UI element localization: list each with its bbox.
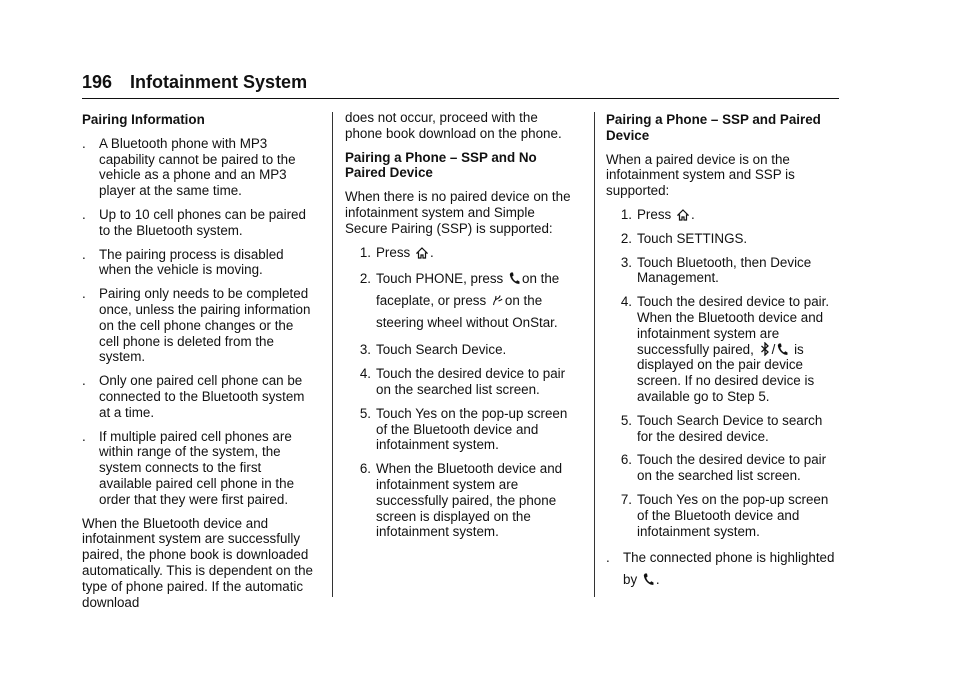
- paragraph-continued: does not occur, proceed with the phone book download on the phone.: [345, 110, 562, 141]
- column-3: [606, 110, 838, 599]
- section-title: Infotainment System: [130, 72, 308, 92]
- page-header: [82, 72, 838, 93]
- list-item: . The connected phone is highlighted by .: [606, 547, 838, 591]
- step-item: 3. Touch Search Device.: [359, 342, 507, 358]
- step-item: 1. Press .: [359, 244, 434, 260]
- step-item: 5. Touch Yes on the pop-up screen of the Bluetooth device and infotainment system.: [359, 405, 568, 453]
- list-item: . If multiple paired cell phones are within range of the system, the system connects to the first available paired cell phone in the order that they were first paired.: [82, 428, 295, 507]
- column-1: [82, 110, 314, 618]
- step-item: 6. Touch the desired device to pair on the searched list screen.: [620, 452, 827, 484]
- paragraph-paired: When a paired device is on the infotainment system and SSP is supported:: [606, 151, 795, 199]
- step-item: 2. Touch PHONE, press on the faceplate, or press on the steering wheel without OnStar.: [359, 271, 560, 331]
- list-item: . Only one paired cell phone can be connected to the Bluetooth system at a time.: [82, 373, 305, 420]
- list-item: . A Bluetooth phone with MP3 capability cannot be paired to the vehicle as a phone and an MP3 player at the same time.: [82, 135, 296, 199]
- bullet: .: [82, 135, 86, 151]
- voice-command-icon: [492, 294, 503, 307]
- home-icon: [416, 247, 428, 259]
- list-item: . Up to 10 cell phones can be paired to the Bluetooth system.: [82, 206, 306, 238]
- step-item: 4. Touch the desired device to pair on the searched list screen.: [359, 366, 566, 397]
- home-icon: [677, 209, 689, 221]
- step-item: 5. Touch Search Device to search for the desired device.: [620, 412, 823, 444]
- list-item: . Pairing only needs to be completed once, unless the pairing information on the cell phone changes or the cell phone is deleted from the system.: [82, 286, 311, 365]
- bluetooth-icon: [760, 342, 770, 356]
- paragraph-no-paired: When there is no paired device on the infotainment system and Simple Secure Pairing (SSP) is supported:: [345, 189, 571, 236]
- page-number: 196: [82, 72, 113, 92]
- heading-ssp-paired: Pairing a Phone – SSP and Paired Device: [606, 112, 821, 143]
- step-item: 6. When the Bluetooth device and infotainment system are successfully paired, the phone screen is displayed on the infotainment system.: [359, 461, 563, 540]
- bullet: .: [82, 373, 86, 389]
- bullet: .: [82, 428, 86, 444]
- heading-ssp-no-paired: Pairing a Phone – SSP and No Paired Device: [345, 149, 537, 181]
- phone-handset-icon: [777, 343, 788, 356]
- header-rule: [82, 98, 839, 99]
- phone-handset-icon: [643, 573, 654, 586]
- bullet: .: [82, 246, 86, 262]
- step-item: 4. Touch the desired device to pair. When the Bluetooth device and infotainment system are successfully paired, / is displayed on the pair device screen. If no desired device is available go to Step 5.: [620, 294, 830, 404]
- column-divider-1: [332, 112, 333, 597]
- list-item: . The pairing process is disabled when the vehicle is moving.: [82, 246, 284, 278]
- heading-pairing-information: Pairing Information: [82, 112, 205, 127]
- bullet: .: [82, 206, 86, 222]
- bullet: .: [606, 550, 610, 566]
- phone-handset-icon: [509, 272, 520, 285]
- column-2: [345, 110, 577, 548]
- paragraph-phonebook: When the Bluetooth device and infotainment system are successfully paired, the phone book is downloaded automatically. This is dependent on the type of phone paired. If the automatic download: [82, 515, 314, 610]
- bullet: .: [82, 286, 86, 302]
- step-item: 7. Touch Yes on the pop-up screen of the Bluetooth device and infotainment system.: [620, 491, 829, 539]
- step-item: 3. Touch Bluetooth, then Device Management.: [620, 254, 812, 286]
- column-divider-2: [594, 112, 595, 597]
- step-item: 1. Press .: [620, 206, 695, 222]
- step-item: 2. Touch SETTINGS.: [620, 230, 748, 246]
